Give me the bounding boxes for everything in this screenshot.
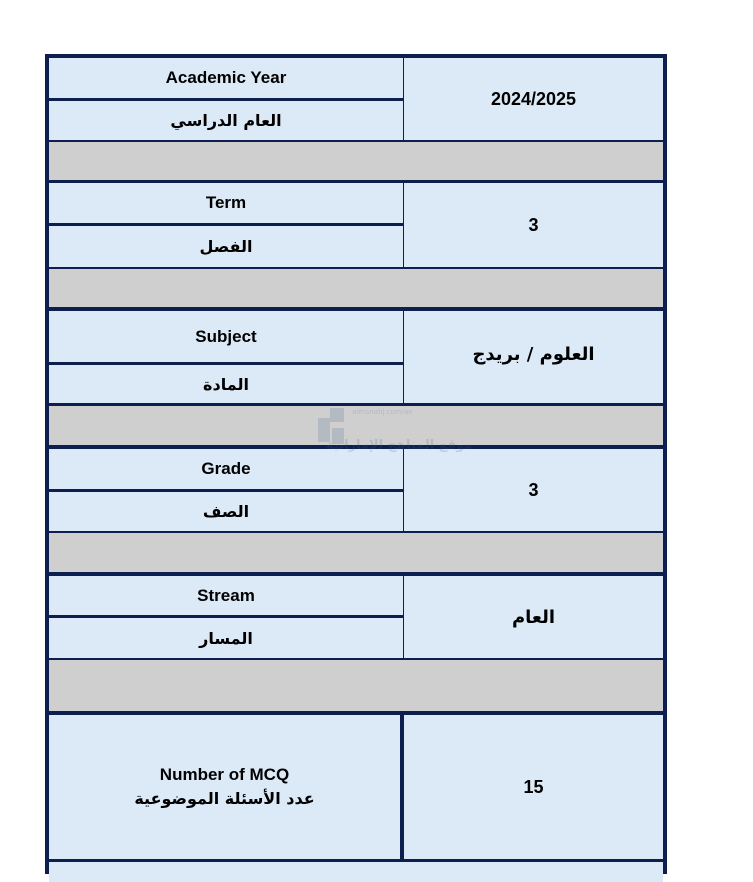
label-stream-en: Stream	[49, 576, 403, 615]
info-table	[45, 54, 667, 874]
value-mcq: 15	[404, 715, 663, 859]
next-row	[49, 862, 663, 882]
label-academic-year-en: Academic Year	[49, 58, 403, 98]
value-academic-year: 2024/2025	[404, 58, 663, 140]
label-grade-ar: الصف	[49, 492, 403, 531]
label-grade-en: Grade	[49, 449, 403, 489]
label-mcq-en: Number of MCQ	[159, 765, 290, 784]
separator-row	[49, 660, 663, 711]
label-stream-ar: المسار	[49, 618, 403, 658]
label-mcq	[49, 715, 400, 859]
separator-row	[49, 269, 663, 307]
label-term-en: Term	[49, 183, 403, 223]
label-academic-year-ar: العام الدراسي	[49, 101, 403, 140]
label-subject-en: Subject	[49, 311, 403, 362]
value-term: 3	[404, 183, 663, 267]
separator-row	[49, 406, 663, 445]
value-grade: 3	[404, 449, 663, 531]
separator-row	[49, 142, 663, 180]
value-subject: العلوم / بريدج	[404, 311, 663, 403]
value-stream: العام	[404, 576, 663, 658]
label-mcq-ar: عدد الأسئلة الموضوعية	[134, 789, 315, 808]
label-term-ar: الفصل	[49, 226, 403, 267]
separator-row	[49, 533, 663, 572]
label-subject-ar: المادة	[49, 365, 403, 403]
